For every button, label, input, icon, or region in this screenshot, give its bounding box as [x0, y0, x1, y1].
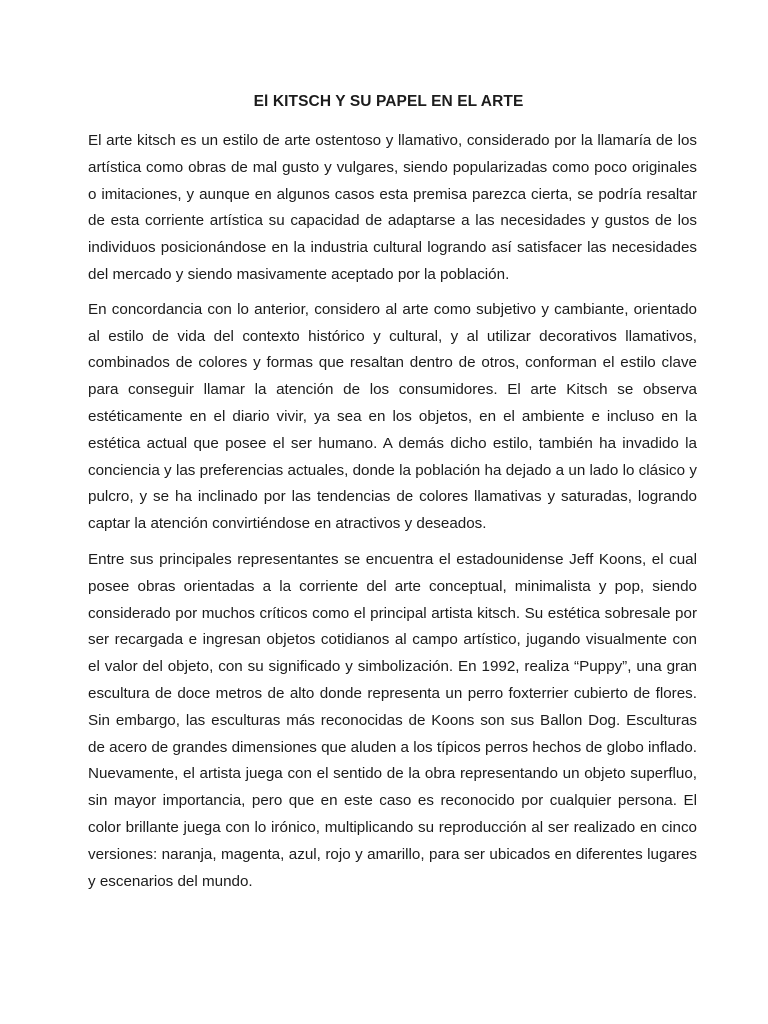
document-title: El KITSCH Y SU PAPEL EN EL ARTE: [253, 93, 524, 110]
paragraph-1: El arte kitsch es un estilo de arte ostentoso y llamativo, considerado por la llamaría de los artística como obras de mal gusto y vulgares, siendo popularizadas como poco originales o imitaciones, y aunque en algunos casos esta premisa parezca cierta, se podría resaltar de esta corriente artística su capacidad de adaptarse a las necesidades y gustos de los individuos posicionándose en la industria cultural logrando así satisfacer las necesidades del mercado y siendo masivamente aceptado por la población.: [88, 132, 697, 283]
document-page: [88, 0, 697, 895]
paragraph-3: Entre sus principales representantes se encuentra el estadounidense Jeff Koons, el cual posee obras orientadas a la corriente del arte conceptual, minimalista y pop, siendo considerado por muchos críticos como el principal artista kitsch. Su estética sobresale por ser recargada e ingresan objetos cotidianos al campo artístico, jugando visualmente con el valor del objeto, con su significado y simbolización. En 1992, realiza “Puppy”, una gran escultura de doce metros de alto donde representa un perro foxterrier cubierto de flores. Sin embargo, las esculturas más reconocidas de Koons son sus Ballon Dog. Esculturas de acero de grandes dimensiones que aluden a los típicos perros hechos de globo inflado. Nuevamente, el artista juega con el sentido de la obra representando un objeto superfluo, sin mayor importancia, pero que en este caso es reconocido por cualquier persona. El color brillante juega con lo irónico, multiplicando su reproducción al ser realizado en cinco versiones: naranja, magenta, azul, rojo y amarillo, para ser ubicados en diferentes lugares y escenarios del mundo.: [88, 550, 697, 890]
paragraph-2: En concordancia con lo anterior, considero al arte como subjetivo y cambiante, orientado al estilo de vida del contexto histórico y cultural, y al utilizar decorativos llamativos, combinados de colores y formas que resaltan dentro de otros, conforman el estilo clave para conseguir llamar la atención de los consumidores. El arte Kitsch se observa estéticamente en el diario vivir, ya sea en los objetos, en el ambiente e incluso en la estética actual que posee el ser humano. A demás dicho estilo, también ha invadido la conciencia y las preferencias actuales, donde la población ha dejado a un lado lo clásico y pulcro, y se ha inclinado por las tendencias de colores llamativas y saturadas, logrando captar la atención convirtiéndose en atractivos y deseados.: [88, 300, 697, 533]
